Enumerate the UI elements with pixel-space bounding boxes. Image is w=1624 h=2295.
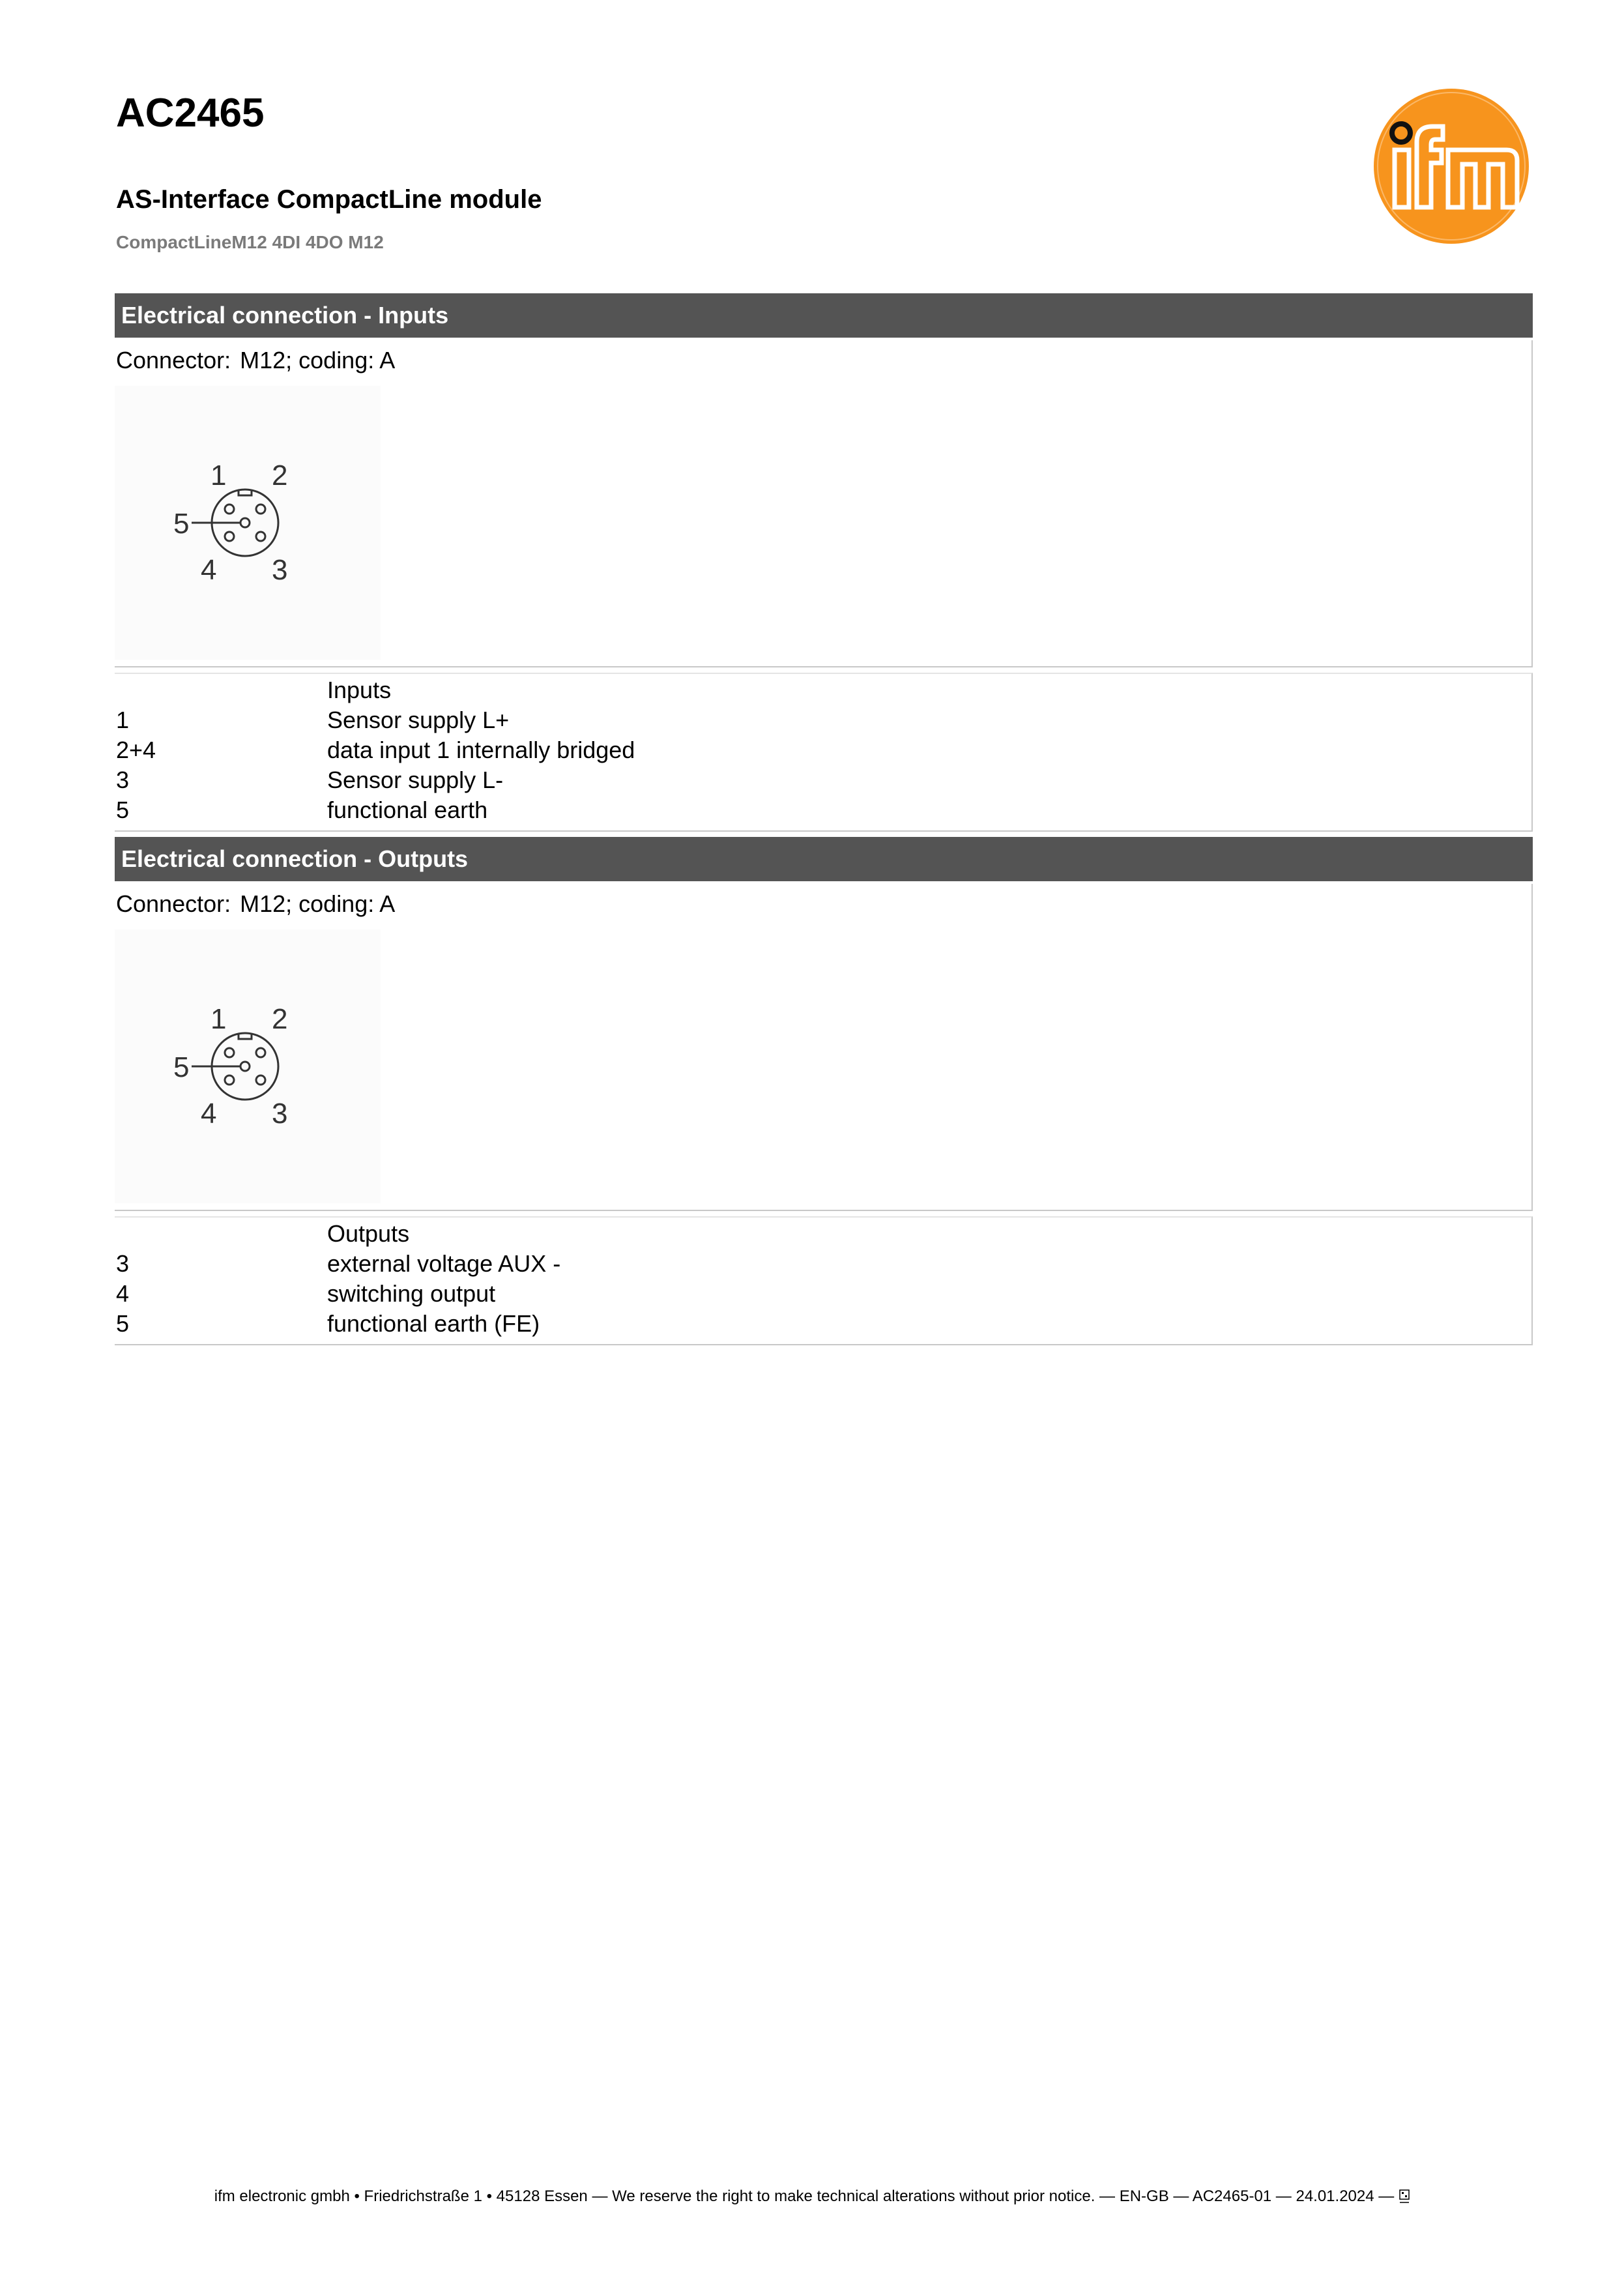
inputs-section-header: Electrical connection - Inputs (115, 293, 1533, 338)
pin-label: 3 (272, 554, 288, 586)
ifm-logo (1372, 87, 1530, 245)
inputs-connector-label: Connector: (116, 347, 231, 373)
pin-label: 5 (173, 1051, 190, 1083)
outputs-pin-table (115, 1216, 1533, 1345)
outputs-connector-box (115, 884, 1533, 1211)
outputs-connector-label: Connector: (116, 890, 231, 917)
inputs-pin-table (115, 673, 1533, 832)
outputs-table-header: Outputs (327, 1220, 410, 1247)
product-variant: CompactLineM12 4DI 4DO M12 (116, 232, 384, 252)
pin-number: 5 (116, 1310, 130, 1337)
m12-pinout-icon (115, 929, 381, 1203)
pin-label: 1 (210, 460, 227, 491)
page-footer (0, 2187, 1624, 2206)
inputs-connector-box (115, 340, 1533, 667)
pin-number: 3 (116, 767, 130, 793)
pin-description: Sensor supply L- (327, 767, 504, 793)
inputs-connector-diagram (115, 386, 381, 660)
pin-label: 2 (272, 460, 288, 491)
pin-number: 4 (116, 1280, 130, 1307)
pin-description: functional earth (FE) (327, 1310, 540, 1337)
pin-label: 4 (201, 1098, 217, 1130)
outputs-connector-diagram (115, 929, 381, 1203)
product-name: AS-Interface CompactLine module (116, 185, 542, 214)
qr-code-icon (1399, 2189, 1410, 2204)
inputs-connector-text (116, 347, 395, 374)
pin-description: external voltage AUX - (327, 1250, 561, 1277)
inputs-table-header: Inputs (327, 677, 392, 703)
pin-number: 1 (116, 707, 130, 733)
outputs-section-header: Electrical connection - Outputs (115, 837, 1533, 881)
pin-description: functional earth (327, 797, 488, 823)
pin-number: 5 (116, 797, 130, 823)
pin-label: 3 (272, 1098, 288, 1130)
pin-label: 1 (210, 1003, 227, 1035)
product-code: AC2465 (116, 91, 265, 136)
inputs-connector-value: M12; coding: A (240, 347, 396, 373)
outputs-connector-value: M12; coding: A (240, 890, 396, 917)
pin-description: switching output (327, 1280, 496, 1307)
pin-description: data input 1 internally bridged (327, 737, 635, 763)
footer-text: ifm electronic gmbh • Friedrichstraße 1 • 45128 Essen — We reserve the right to make technical alterations without prior notice. — EN-GB — AC2465-01 — 24.01.2024 — (214, 2187, 1395, 2205)
pin-number: 2+4 (116, 737, 156, 763)
pin-number: 3 (116, 1250, 130, 1277)
pin-description: Sensor supply L+ (327, 707, 510, 733)
pin-label: 5 (173, 508, 190, 540)
pin-label: 4 (201, 554, 217, 586)
outputs-connector-text (116, 890, 395, 918)
m12-pinout-icon (115, 386, 381, 660)
pin-label: 2 (272, 1003, 288, 1035)
